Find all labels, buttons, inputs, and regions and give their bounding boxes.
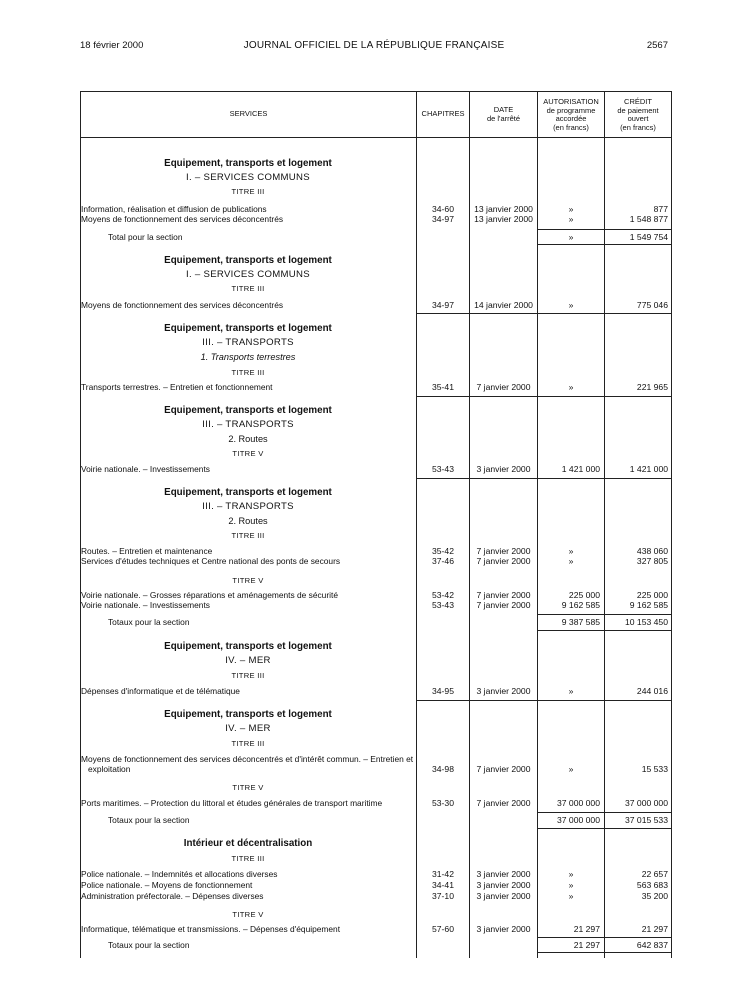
- titre-heading: TITRE III: [231, 671, 265, 680]
- chapitre-cell: 34-41: [432, 880, 454, 890]
- autorisation-cell: »: [568, 214, 574, 224]
- total-autorisation: 21 297: [573, 940, 600, 950]
- total-rule: [537, 614, 672, 615]
- credit-cell: 1 548 877: [629, 214, 668, 224]
- col-header-ap-line: de programme: [546, 105, 596, 115]
- chapitre-cell: 34-60: [432, 204, 454, 214]
- autorisation-cell: 225 000: [568, 590, 600, 600]
- service-label: Dépenses d'informatique et de télématique: [81, 686, 413, 697]
- service-label: Voirie nationale. – Grosses réparations et aménagements de sécurité: [81, 590, 413, 601]
- credit-cell: 438 060: [636, 546, 668, 556]
- chapitre-cell: 37-46: [432, 556, 454, 566]
- chapitre-cell: 35-41: [432, 382, 454, 392]
- titre-heading: TITRE III: [231, 368, 265, 377]
- chapitre-cell: 35-42: [432, 546, 454, 556]
- section-heading: I. – SERVICES COMMUNS: [186, 269, 310, 280]
- ministry-heading: Equipement, transports et logement: [164, 709, 332, 720]
- date-cell: 3 janvier 2000: [476, 880, 531, 890]
- date-cell: 7 janvier 2000: [476, 590, 531, 600]
- col-header-chapitres: CHAPITRES: [421, 109, 465, 118]
- ministry-heading: Equipement, transports et logement: [164, 405, 332, 416]
- chapitre-cell: 34-97: [432, 214, 454, 224]
- section-heading: III. – TRANSPORTS: [202, 501, 294, 512]
- credit-cell: 327 805: [636, 556, 668, 566]
- credit-cell: 37 000 000: [624, 798, 668, 808]
- date-cell: 14 janvier 2000: [474, 300, 533, 310]
- chapitre-cell: 53-42: [432, 590, 454, 600]
- col-header-ap-line: AUTORISATION: [543, 97, 599, 106]
- total-credit: 642 837: [636, 940, 668, 950]
- service-label: Voirie nationale. – Investissements: [81, 600, 413, 611]
- titre-heading: TITRE V: [232, 783, 264, 792]
- col-header-credit: [605, 98, 671, 132]
- section-rule: [537, 244, 672, 245]
- titre-heading: TITRE V: [232, 449, 264, 458]
- date-cell: 7 janvier 2000: [476, 798, 531, 808]
- col-header-autorisation: [538, 98, 604, 132]
- date-cell: 7 janvier 2000: [476, 556, 531, 566]
- section-heading: I. – SERVICES COMMUNS: [186, 172, 310, 183]
- service-label: Administration préfectorale. – Dépenses diverses: [81, 891, 413, 902]
- autorisation-cell: »: [568, 869, 574, 879]
- autorisation-cell: »: [568, 764, 574, 774]
- service-label: Services d'études techniques et Centre national des ponts de secours: [81, 556, 413, 567]
- chapitre-cell: 34-95: [432, 686, 454, 696]
- journal-title: JOURNAL OFFICIEL DE LA RÉPUBLIQUE FRANÇAISE: [243, 40, 505, 51]
- chapitre-cell: 37-10: [432, 891, 454, 901]
- service-label: Moyens de fonctionnement des services déconcentrés et d'intérêt commun. – Entretien et: [81, 754, 414, 764]
- autorisation-cell: »: [568, 891, 574, 901]
- credit-cell: 877: [653, 204, 668, 214]
- titre-heading: TITRE III: [231, 187, 265, 196]
- autorisation-cell: »: [568, 546, 574, 556]
- service-label: Ports maritimes. – Protection du littoral et études générales de transport maritime: [81, 798, 413, 809]
- column-divider: [416, 91, 417, 958]
- credit-cell: 22 657: [641, 869, 668, 879]
- chapitre-cell: 53-43: [432, 464, 454, 474]
- date-cell: 7 janvier 2000: [476, 600, 531, 610]
- section-heading: III. – TRANSPORTS: [202, 419, 294, 430]
- section-rule: [416, 478, 672, 479]
- subsection-heading: 1. Transports terrestres: [200, 352, 296, 362]
- chapitre-cell: 53-30: [432, 798, 454, 808]
- date-cell: 13 janvier 2000: [474, 204, 533, 214]
- total-autorisation: 37 000 000: [556, 815, 600, 825]
- credit-cell: 775 046: [636, 300, 668, 310]
- ministry-heading: Equipement, transports et logement: [164, 641, 332, 652]
- total-label: Totaux pour la section: [108, 940, 413, 951]
- section-rule: [537, 952, 672, 953]
- ministry-heading: Equipement, transports et logement: [164, 158, 332, 169]
- titre-heading: TITRE V: [232, 910, 264, 919]
- section-rule: [537, 828, 672, 829]
- page-number: 2567: [646, 40, 668, 51]
- col-header-date-line: de l'arrêté: [486, 113, 521, 123]
- total-credit: 1 549 754: [629, 232, 668, 242]
- col-header-cp-line: ouvert: [627, 114, 649, 123]
- service-label: Voirie nationale. – Investissements: [81, 464, 413, 475]
- section-rule: [416, 396, 672, 397]
- total-label: Totaux pour la section: [108, 815, 413, 826]
- subsection-heading: 2. Routes: [228, 434, 268, 444]
- chapitre-cell: 57-60: [432, 924, 454, 934]
- col-header-ap-line: accordée: [555, 114, 587, 123]
- autorisation-cell: »: [568, 204, 574, 214]
- col-header-cp-line: (en francs): [620, 122, 656, 132]
- total-credit: 10 153 450: [624, 617, 668, 627]
- date-cell: 7 janvier 2000: [476, 764, 531, 774]
- titre-heading: TITRE III: [231, 854, 265, 863]
- date-cell: 3 janvier 2000: [476, 924, 531, 934]
- credit-cell: 225 000: [636, 590, 668, 600]
- service-label: Police nationale. – Moyens de fonctionnement: [81, 880, 413, 891]
- autorisation-cell: »: [568, 880, 574, 890]
- autorisation-cell: »: [568, 382, 574, 392]
- service-label: Transports terrestres. – Entretien et fonctionnement: [81, 382, 413, 393]
- total-rule: [537, 229, 672, 230]
- chapitre-cell: 31-42: [432, 869, 454, 879]
- credit-cell: 563 683: [636, 880, 668, 890]
- autorisation-cell: »: [568, 686, 574, 696]
- date-cell: 3 janvier 2000: [476, 891, 531, 901]
- service-label: Moyens de fonctionnement des services déconcentrés: [81, 300, 413, 311]
- autorisation-cell: 9 162 585: [561, 600, 600, 610]
- credit-cell: 221 965: [636, 382, 668, 392]
- page-date: 18 février 2000: [80, 40, 144, 51]
- credit-cell: 1 421 000: [629, 464, 668, 474]
- section-rule: [537, 630, 672, 631]
- autorisation-cell: 21 297: [573, 924, 600, 934]
- chapitre-cell: 53-43: [432, 600, 454, 610]
- titre-heading: TITRE V: [232, 576, 264, 585]
- subsection-heading: 2. Routes: [228, 516, 268, 526]
- autorisation-cell: »: [568, 556, 574, 566]
- service-label: Informatique, télématique et transmissions. – Dépenses d'équipement: [81, 924, 413, 935]
- header-rule: [80, 137, 672, 138]
- section-heading: IV. – MER: [225, 723, 271, 734]
- credit-cell: 15 533: [641, 764, 668, 774]
- ministry-heading: Equipement, transports et logement: [164, 255, 332, 266]
- total-label: Total pour la section: [108, 232, 413, 243]
- chapitre-cell: 34-98: [432, 764, 454, 774]
- total-autorisation: »: [568, 232, 574, 242]
- service-label-cont: exploitation: [88, 764, 413, 775]
- ministry-heading: Equipement, transports et logement: [164, 487, 332, 498]
- section-rule: [416, 700, 672, 701]
- date-cell: 13 janvier 2000: [474, 214, 533, 224]
- date-cell: 3 janvier 2000: [476, 869, 531, 879]
- date-cell: 7 janvier 2000: [476, 546, 531, 556]
- date-cell: 3 janvier 2000: [476, 686, 531, 696]
- service-label: Moyens de fonctionnement des services déconcentrés: [81, 214, 413, 225]
- service-label: Information, réalisation et diffusion de publications: [81, 204, 413, 215]
- total-rule: [537, 812, 672, 813]
- date-cell: 3 janvier 2000: [476, 464, 531, 474]
- titre-heading: TITRE III: [231, 739, 265, 748]
- autorisation-cell: 1 421 000: [561, 464, 600, 474]
- credit-cell: 21 297: [641, 924, 668, 934]
- credit-cell: 9 162 585: [629, 600, 668, 610]
- titre-heading: TITRE III: [231, 284, 265, 293]
- col-header-ap-line: (en francs): [553, 122, 589, 132]
- total-label: Totaux pour la section: [108, 617, 413, 628]
- total-autorisation: 9 387 585: [561, 617, 600, 627]
- col-header-cp-line: CRÉDIT: [624, 97, 652, 106]
- chapitre-cell: 34-97: [432, 300, 454, 310]
- ministry-heading: Intérieur et décentralisation: [183, 838, 313, 849]
- total-rule: [537, 937, 672, 938]
- service-label: Routes. – Entretien et maintenance: [81, 546, 413, 557]
- col-header-date-line: DATE: [493, 105, 514, 114]
- date-cell: 7 janvier 2000: [476, 382, 531, 392]
- autorisation-cell: 37 000 000: [556, 798, 600, 808]
- col-header-cp-line: de paiement: [617, 105, 659, 115]
- total-credit: 37 015 533: [624, 815, 668, 825]
- titre-heading: TITRE III: [231, 531, 265, 540]
- autorisation-cell: »: [568, 300, 574, 310]
- section-rule: [416, 313, 672, 314]
- credit-cell: 35 200: [641, 891, 668, 901]
- col-header-services: SERVICES: [229, 109, 268, 118]
- credit-cell: 244 016: [636, 686, 668, 696]
- section-heading: IV. – MER: [225, 655, 271, 666]
- col-header-date: [470, 106, 537, 123]
- ministry-heading: Equipement, transports et logement: [164, 323, 332, 334]
- service-label: Police nationale. – Indemnités et allocations diverses: [81, 869, 413, 880]
- section-heading: III. – TRANSPORTS: [202, 337, 294, 348]
